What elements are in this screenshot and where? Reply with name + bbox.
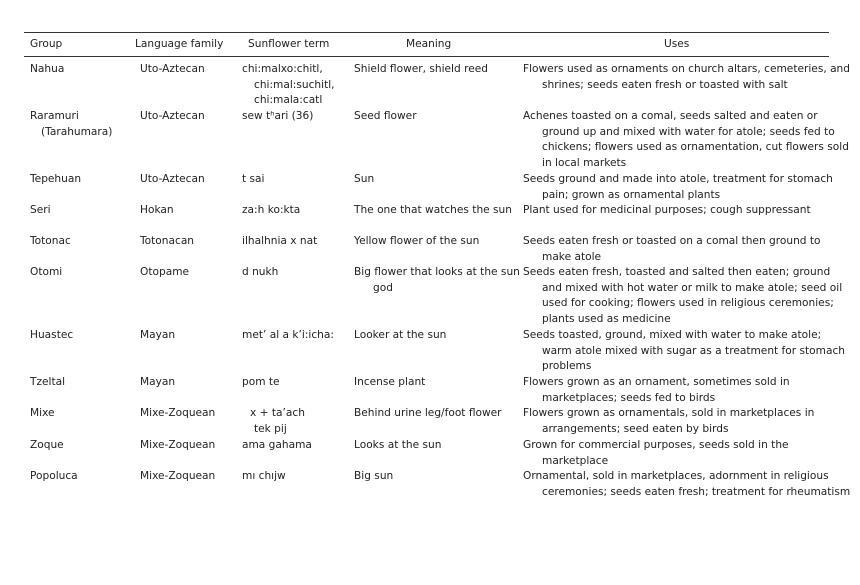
cell-sunflower-term: pom te <box>242 376 280 388</box>
cell-uses: Achenes toasted on a comal, seeds salted and eaten or ground up and mixed with water for atole; seeds fed to chickens; flowers used as ornamentation, cut flowers sold in local markets <box>523 110 849 169</box>
cell-sunflower-term: ilhalhnia x nat <box>242 235 318 247</box>
cell-language-family: Mixe-Zoquean <box>140 470 216 482</box>
cell-group: Nahua <box>30 63 65 75</box>
cell-meaning: Yellow flower of the sun <box>354 235 480 247</box>
cell-language-family: Uto-Aztecan <box>140 173 205 185</box>
cell-meaning: The one that watches the sun <box>354 204 512 216</box>
cell-group: Totonac <box>30 235 71 247</box>
header-language-family: Language family <box>135 38 224 50</box>
cell-uses: Flowers used as ornaments on church altars, cemeteries, and shrines; seeds eaten fresh or toasted with salt <box>523 63 850 91</box>
header-meaning: Meaning <box>406 38 452 50</box>
cell-sunflower-term: ama gahama <box>242 439 312 451</box>
cell-meaning: Sun <box>354 173 375 185</box>
cell-uses: Grown for commercial purposes, seeds sold in the marketplace <box>523 439 789 467</box>
cell-meaning: Incense plant <box>354 376 426 388</box>
cell-meaning: Big sun <box>354 470 394 482</box>
cell-uses: Ornamental, sold in marketplaces, adornment in religious ceremonies; seeds eaten fresh; treatment for rheumatism <box>523 470 851 498</box>
cell-language-family: Totonacan <box>140 235 195 247</box>
cell-language-family: Mayan <box>140 329 176 341</box>
cell-language-family: Uto-Aztecan <box>140 63 205 75</box>
cell-group: Raramuri (Tarahumara) <box>30 110 113 138</box>
cell-sunflower-term: sew tʰari (36) <box>242 110 314 122</box>
cell-group: Zoque <box>30 439 64 451</box>
cell-uses: Seeds eaten fresh or toasted on a comal then ground to make atole <box>523 235 821 263</box>
table-header-rule <box>24 56 829 57</box>
cell-sunflower-term: x + ta’ach tek pij <box>250 407 305 435</box>
cell-group: Huastec <box>30 329 74 341</box>
header-uses: Uses <box>664 38 690 50</box>
cell-meaning: Looker at the sun <box>354 329 447 341</box>
cell-sunflower-term: t sai <box>242 173 265 185</box>
cell-sunflower-term: d nukh <box>242 266 279 278</box>
cell-uses: Seeds toasted, ground, mixed with water to make atole; warm atole mixed with sugar as a treatment for stomach problems <box>523 329 845 373</box>
cell-language-family: Hokan <box>140 204 174 216</box>
cell-group: Otomi <box>30 266 63 278</box>
cell-uses: Flowers grown as ornamentals, sold in marketplaces in arrangements; seed eaten by birds <box>523 407 815 435</box>
header-group: Group <box>30 38 63 50</box>
cell-language-family: Mixe-Zoquean <box>140 439 216 451</box>
cell-uses: Plant used for medicinal purposes; cough suppressant <box>523 204 811 216</box>
cell-group: Tzeltal <box>30 376 66 388</box>
table-top-rule <box>24 32 829 33</box>
cell-sunflower-term: met’ al a k’i:icha: <box>242 329 334 341</box>
header-sunflower-term: Sunflower term <box>248 38 330 50</box>
cell-meaning: Seed flower <box>354 110 417 122</box>
cell-group: Tepehuan <box>30 173 82 185</box>
table-header-row <box>0 37 860 53</box>
cell-uses: Seeds eaten fresh, toasted and salted then eaten; ground and mixed with hot water or milk to make atole; seed oil used for cooking; flowers used in religious ceremonies; plants used as medicine <box>523 266 843 325</box>
cell-language-family: Uto-Aztecan <box>140 110 205 122</box>
cell-group: Mixe <box>30 407 55 419</box>
cell-meaning: Shield flower, shield reed <box>354 63 488 75</box>
cell-language-family: Mayan <box>140 376 176 388</box>
cell-uses: Seeds ground and made into atole, treatment for stomach pain; grown as ornamental plants <box>523 173 833 201</box>
cell-uses: Flowers grown as an ornament, sometimes sold in marketplaces; seeds fed to birds <box>523 376 790 404</box>
cell-meaning: Big flower that looks at the sun god <box>354 266 520 294</box>
cell-language-family: Otopame <box>140 266 190 278</box>
cell-sunflower-term: za:h ko:kta <box>242 204 301 216</box>
cell-group: Popoluca <box>30 470 78 482</box>
cell-language-family: Mixe-Zoquean <box>140 407 216 419</box>
cell-sunflower-term: mı chıjw <box>242 470 286 482</box>
cell-meaning: Looks at the sun <box>354 439 442 451</box>
cell-meaning: Behind urine leg/foot flower <box>354 407 502 419</box>
cell-group: Seri <box>30 204 51 216</box>
cell-sunflower-term: chi:malxo:chitl, chi:mal:suchitl, chi:mala:catl <box>242 63 335 107</box>
